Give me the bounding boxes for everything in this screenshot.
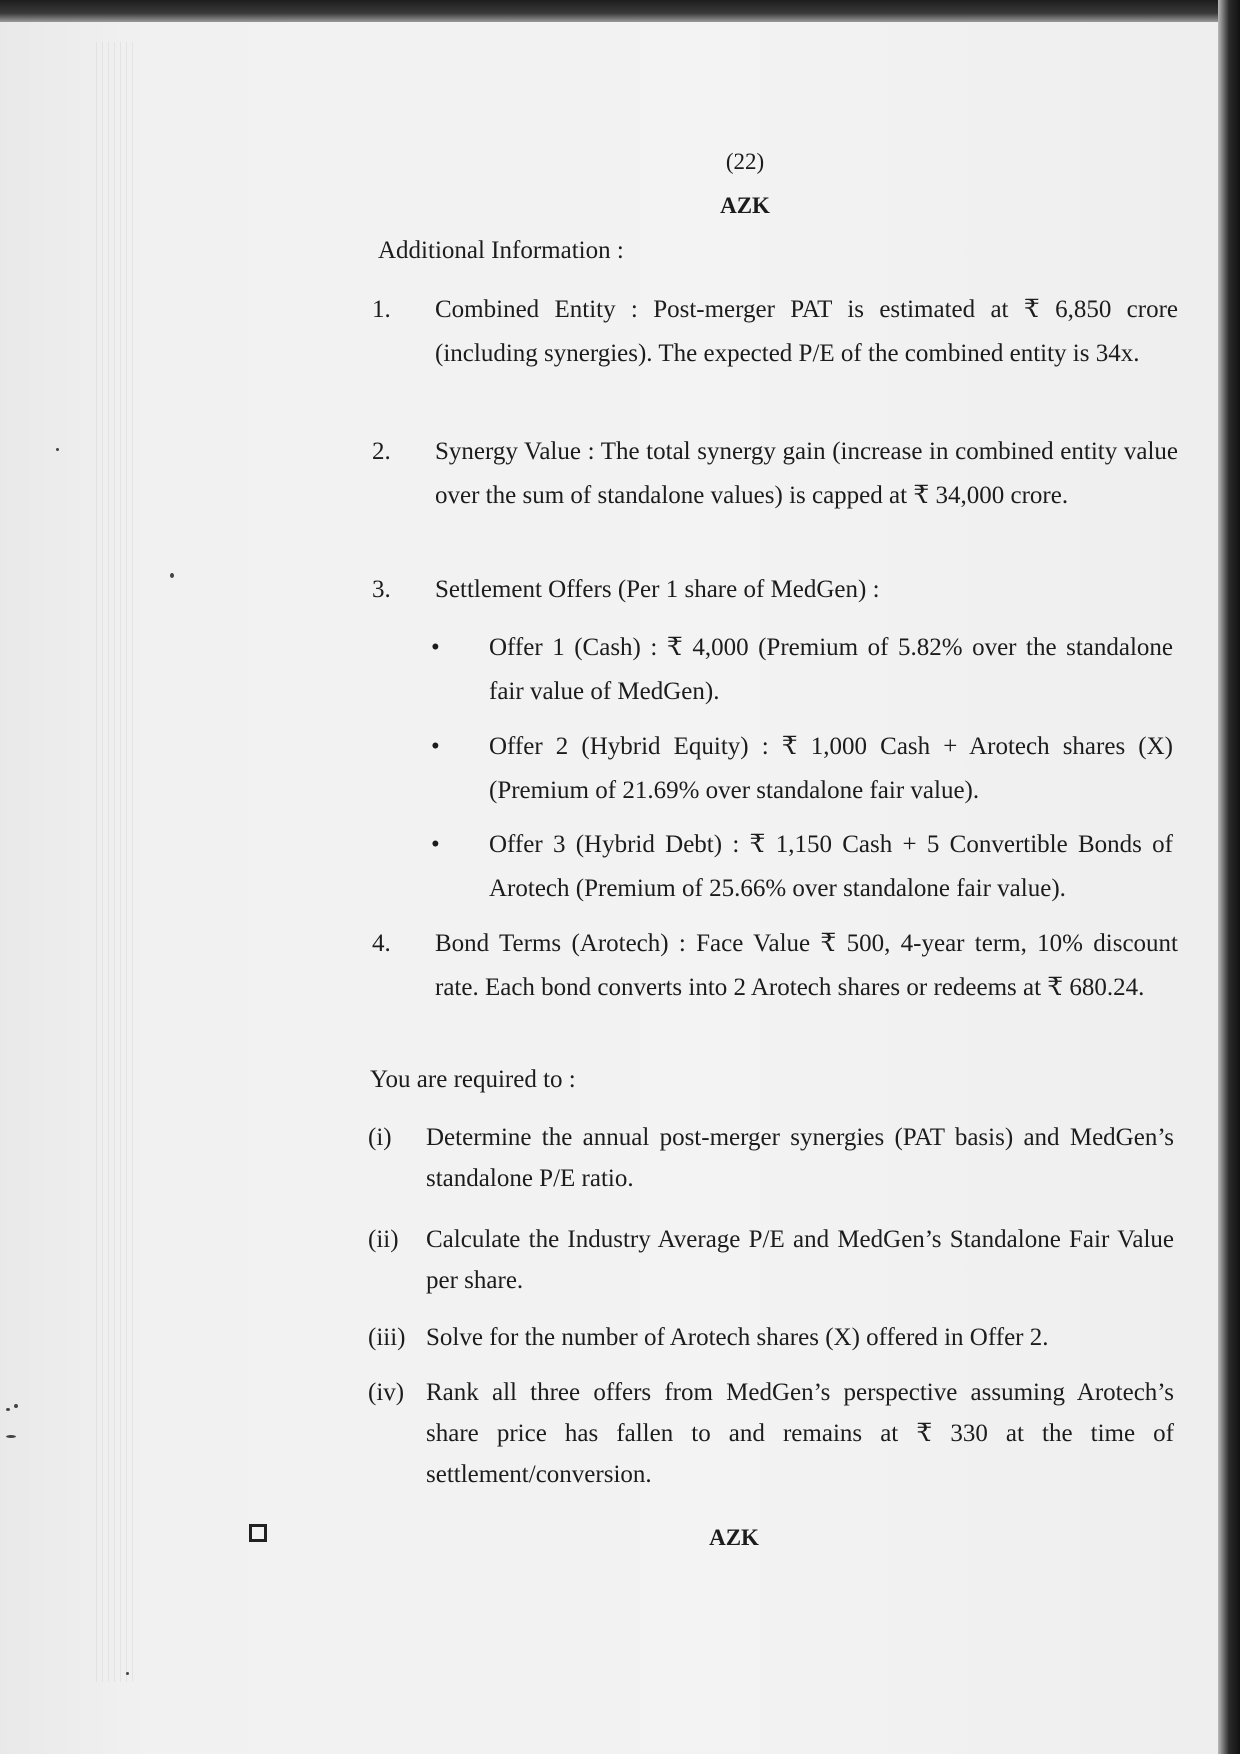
requirement-number: (iii) (368, 1324, 406, 1351)
info-item-2 (372, 430, 1178, 518)
requirement-number: (iv) (368, 1379, 405, 1406)
scanner-top-border (0, 0, 1240, 22)
scan-speck (126, 1672, 129, 1675)
offer-text: Offer 2 (Hybrid Equity) : ₹ 1,000 Cash + Arotech shares (X) (Premium of 21.69% over standalone fair value). (489, 733, 1173, 804)
info-item-number: 4. (372, 930, 391, 957)
requirement-i (368, 1117, 1174, 1199)
requirement-text: Determine the annual post-merger synergies (PAT basis) and MedGen’s standalone P/E ratio. (426, 1124, 1174, 1192)
scan-speck (170, 573, 174, 578)
page-edge-shadow (96, 42, 136, 1682)
scan-speck (56, 448, 59, 451)
scanner-right-border (1218, 0, 1240, 1754)
offer-1 (427, 626, 1173, 714)
requirement-text: Calculate the Industry Average P/E and MedGen’s Standalone Fair Value per share. (426, 1226, 1174, 1294)
info-item-text: Synergy Value : The total synergy gain (increase in combined entity value over the sum of standalone values) is capped at ₹ 34,000 crore. (435, 438, 1178, 509)
requirement-number: (i) (368, 1124, 392, 1151)
offer-2 (427, 725, 1173, 813)
paper-code-header: AZK (720, 193, 770, 218)
requirement-number: (ii) (368, 1226, 399, 1253)
offer-text: Offer 3 (Hybrid Debt) : ₹ 1,150 Cash + 5 Convertible Bonds of Arotech (Premium of 25.66% over standalone fair value). (489, 831, 1173, 902)
requirement-text: Solve for the number of Arotech shares (X) offered in Offer 2. (426, 1324, 1049, 1351)
info-item-4 (372, 922, 1178, 1010)
info-item-3 (372, 568, 1178, 612)
offer-3 (427, 823, 1173, 911)
requirement-iii (368, 1317, 1174, 1358)
info-item-number: 1. (372, 296, 391, 323)
requirement-iv (368, 1372, 1174, 1495)
bullet-icon: • (431, 831, 440, 858)
requirement-ii (368, 1219, 1174, 1301)
additional-info-heading: Additional Information : (378, 237, 624, 264)
page-number: (22) (725, 149, 765, 174)
scan-speck (6, 1408, 10, 1411)
paper-code-footer: AZK (709, 1525, 759, 1550)
bullet-icon: • (431, 634, 440, 661)
requirements-heading: You are required to : (370, 1066, 576, 1093)
requirement-text: Rank all three offers from MedGen’s perspective assuming Arotech’s share price has fallen to and remains at ₹ 330 at the time of settlement/conversion. (426, 1379, 1174, 1488)
bullet-icon: • (431, 733, 440, 760)
info-item-number: 3. (372, 576, 391, 603)
scan-speck (6, 1435, 16, 1438)
info-item-text: Combined Entity : Post-merger PAT is estimated at ₹ 6,850 crore (including synergies). The expected P/E of the combined entity is 34x. (435, 296, 1178, 367)
info-item-1 (372, 288, 1178, 376)
info-item-text: Settlement Offers (Per 1 share of MedGen) : (435, 576, 880, 603)
offer-text: Offer 1 (Cash) : ₹ 4,000 (Premium of 5.82% over the standalone fair value of MedGen). (489, 634, 1173, 705)
scan-speck (14, 1404, 18, 1408)
info-item-number: 2. (372, 438, 391, 465)
info-item-text: Bond Terms (Arotech) : Face Value ₹ 500, 4-year term, 10% discount rate. Each bond converts into 2 Arotech shares or redeems at ₹ 680.24. (435, 930, 1178, 1001)
